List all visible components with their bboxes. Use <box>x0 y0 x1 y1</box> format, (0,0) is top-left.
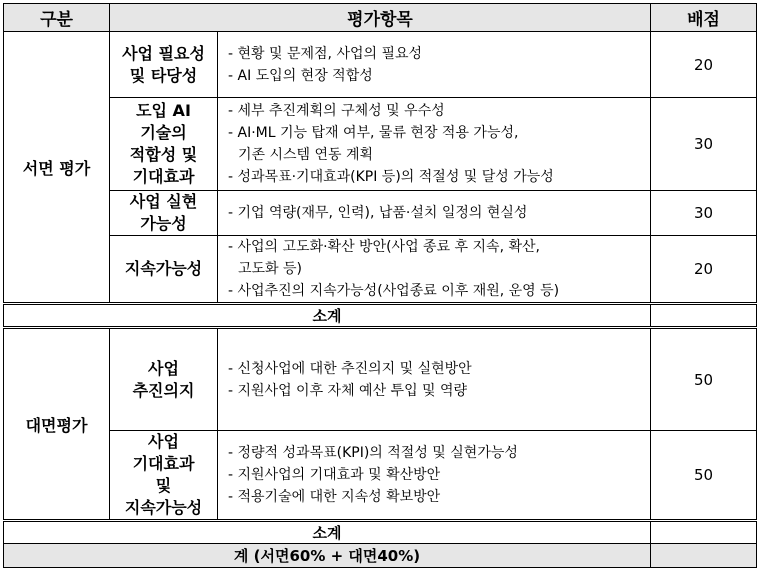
table-row <box>4 32 757 98</box>
header-items: 평가항목 <box>110 4 651 32</box>
subcategory-necessity: 사업 필요성 및 타당성 <box>110 32 218 98</box>
header-category: 구분 <box>4 4 110 32</box>
score-feasibility: 30 <box>651 191 757 236</box>
table-row <box>4 236 757 304</box>
items-ai-suitability: - 세부 추진계획의 구체성 및 우수성 - AI·ML 기능 탑재 여부, 물류 현장 적용 가능성, 기존 시스템 연동 계획 - 성과목표·기대효과(KPI 등)의 적절성 및 달성 가능성 <box>218 98 651 191</box>
items-feasibility: - 기업 역량(재무, 인력), 납품·설치 일정의 현실성 <box>218 191 651 236</box>
header-score: 배점 <box>651 4 757 32</box>
subtotal-interview: 소계 <box>4 521 651 544</box>
score-sustainability: 20 <box>651 236 757 304</box>
total-score <box>651 544 757 568</box>
items-necessity: - 현황 및 문제점, 사업의 필요성 - AI 도입의 현장 적합성 <box>218 32 651 98</box>
subtotal-interview-score <box>651 521 757 544</box>
subcategory-ai-suitability: 도입 AI 기술의 적합성 및 기대효과 <box>110 98 218 191</box>
items-sustainability: - 사업의 고도화·확산 방안(사업 종료 후 지속, 확산, 고도화 등) - 사업추진의 지속가능성(사업종료 이후 재원, 운영 등) <box>218 236 651 304</box>
total-row <box>4 544 757 568</box>
items-effect: - 정량적 성과목표(KPI)의 적절성 및 실현가능성 - 지원사업의 기대효과 및 확산방안 - 적용기술에 대한 지속성 확보방안 <box>218 431 651 521</box>
subcategory-will: 사업 추진의지 <box>110 328 218 431</box>
subtotal-written-score <box>651 304 757 328</box>
table-row <box>4 328 757 431</box>
score-necessity: 20 <box>651 32 757 98</box>
subcategory-sustainability: 지속가능성 <box>110 236 218 304</box>
score-effect: 50 <box>651 431 757 521</box>
subcategory-effect: 사업 기대효과 및 지속가능성 <box>110 431 218 521</box>
score-will: 50 <box>651 328 757 431</box>
total-label: 계 (서면60% + 대면40%) <box>4 544 651 568</box>
subtotal-written: 소계 <box>4 304 651 328</box>
evaluation-criteria-table <box>3 3 757 568</box>
subtotal-row <box>4 304 757 328</box>
items-will: - 신청사업에 대한 추진의지 및 실현방안 - 지원사업 이후 자체 예산 투입 및 역량 <box>218 328 651 431</box>
category-interview: 대면평가 <box>4 328 110 521</box>
table-row <box>4 431 757 521</box>
header-row <box>4 4 757 32</box>
subtotal-row <box>4 521 757 544</box>
score-ai-suitability: 30 <box>651 98 757 191</box>
subcategory-feasibility: 사업 실현 가능성 <box>110 191 218 236</box>
table-row <box>4 191 757 236</box>
category-written: 서면 평가 <box>4 32 110 304</box>
table-row <box>4 98 757 191</box>
